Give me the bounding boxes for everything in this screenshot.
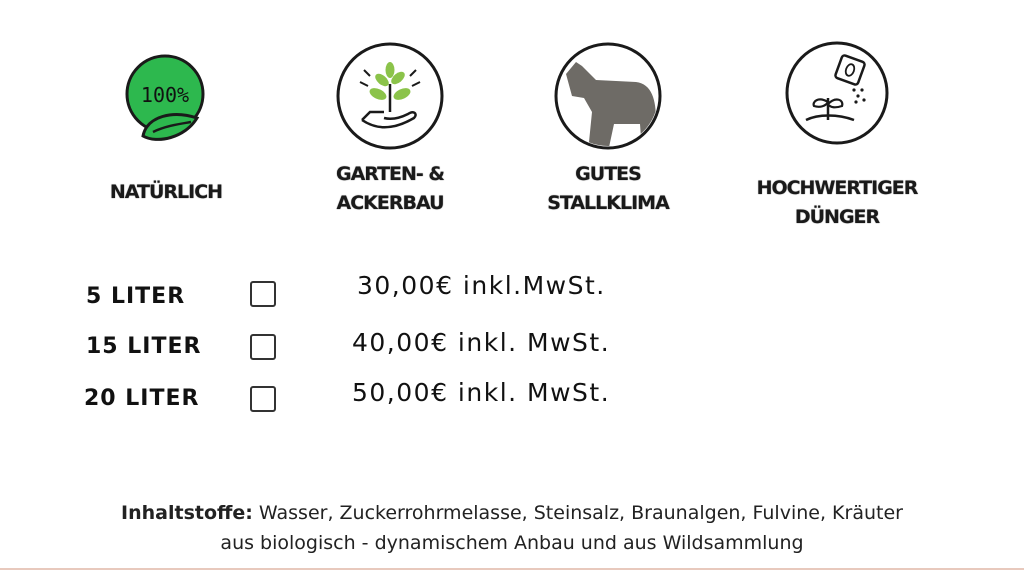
horse-icon — [552, 40, 664, 152]
feature-stable-climate — [538, 40, 678, 218]
feature-label-line2: DÜNGER — [794, 206, 880, 228]
ingredients-list: Wasser, Zuckerrohrmelasse, Steinsalz, Braunalgen, Fulvine, Kräuter — [252, 502, 903, 524]
size-label: 5 LITER — [86, 284, 186, 309]
feature-garden — [320, 40, 460, 218]
feature-fertilizer — [752, 40, 922, 232]
feature-label: NATÜRLICH — [109, 181, 223, 203]
feature-label-line1: HOCHWERTIGER — [756, 177, 918, 199]
feature-label-line2: ACKERBAU — [336, 192, 444, 214]
option-checkbox[interactable] — [250, 386, 276, 412]
ingredients-line1 — [0, 498, 1024, 528]
fertilizer-plant-icon — [784, 40, 890, 146]
ingredients-label: Inhaltstoffe: — [121, 502, 253, 524]
option-checkbox[interactable] — [250, 281, 276, 307]
feature-label-line1: GUTES — [575, 163, 641, 185]
size-label: 15 LITER — [86, 334, 202, 359]
price-label: 30,00€ inkl.MwSt. — [357, 271, 606, 300]
price-label: 40,00€ inkl. MwSt. — [352, 328, 611, 357]
feature-label-line1: GARTEN- & — [336, 163, 444, 185]
size-label: 20 LITER — [84, 386, 200, 411]
badge-text: 100% — [140, 83, 190, 107]
hand-sprout-icon — [334, 40, 446, 152]
feature-label-line2: STALLKLIMA — [547, 192, 669, 214]
ingredients-text — [0, 498, 1024, 558]
feature-natural — [96, 44, 236, 207]
ingredients-line2: aus biologisch - dynamischem Anbau und aus Wildsammlung — [220, 532, 804, 554]
natural-100-percent-icon — [113, 44, 219, 150]
price-label: 50,00€ inkl. MwSt. — [352, 378, 611, 407]
option-checkbox[interactable] — [250, 334, 276, 360]
